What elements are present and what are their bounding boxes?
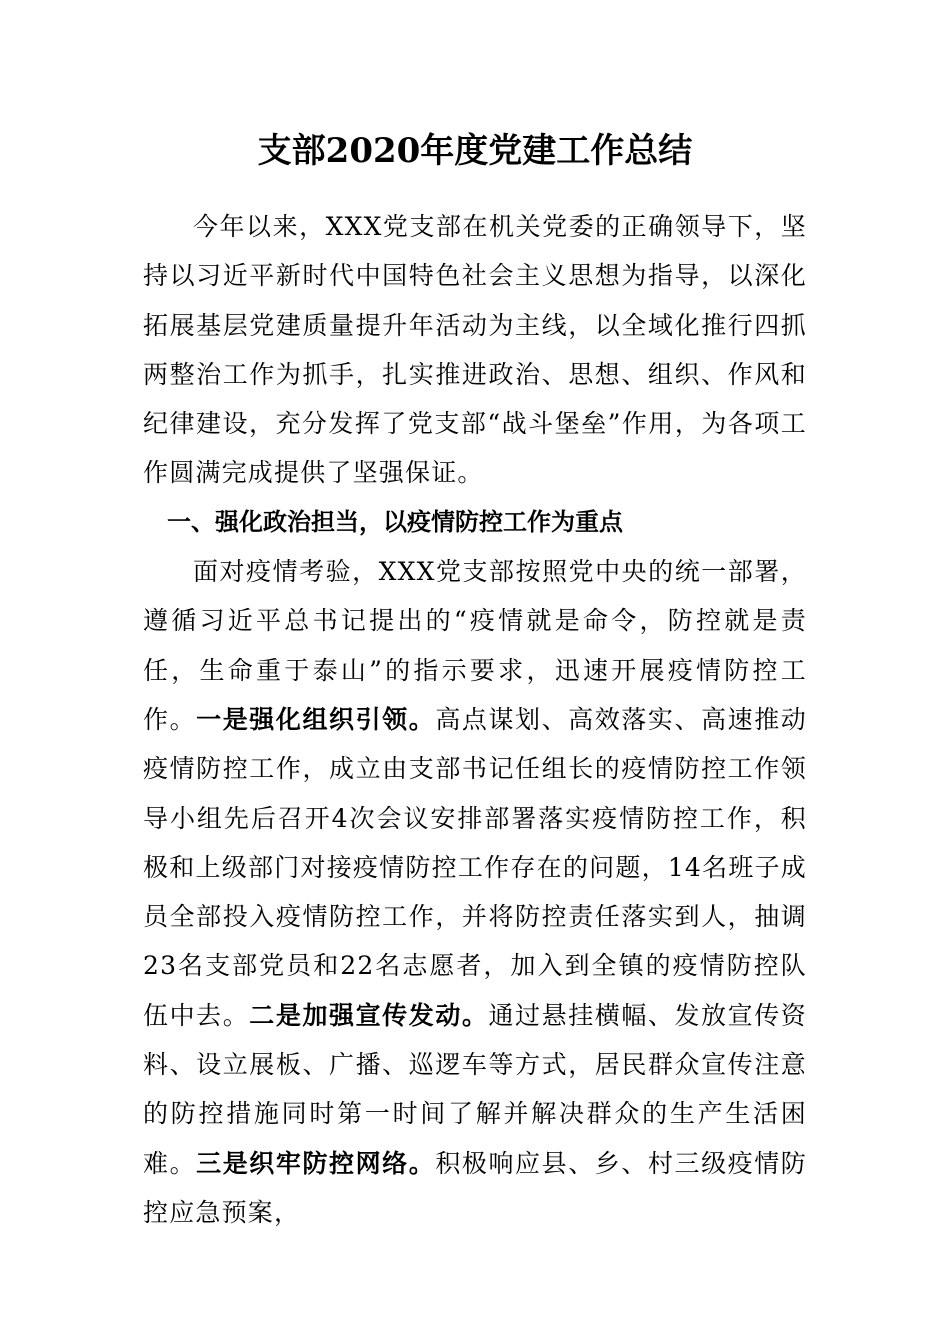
section-paragraph — [143, 547, 807, 1237]
section-heading: 一、强化政治担当，以疫情防控工作为重点 — [167, 507, 623, 536]
paragraph-lead-text: 面对疫情考验，XXX党支部按照党中央的统一部署，遵循习近平总书记提出的“疫情就是命令，防控就是责任，生命重于泰山”的指示要求，迅速开展疫情防控工作。 — [143, 557, 807, 734]
emphasis-point-3: 三是织牢防控网络。 — [196, 1148, 436, 1178]
document-body — [143, 202, 807, 1237]
point-2-text: 通过悬挂横幅、发放宣传资料、设立展板、广播、巡逻车等方式，居民群众宣传注意的防控措施同时第一时间了解并解决群众的生产生活困难。 — [143, 1000, 807, 1178]
document-title: 支部2020年度党建工作总结 — [257, 131, 693, 171]
point-1-text: 高点谋划、高效落实、高速推动疫情防控工作，成立由支部书记任组长的疫情防控工作领导小组先后召开4次会议安排部署落实疫情防控工作，积极和上级部门对接疫情防控工作存在的问题，14名班子成员全部投入疫情防控工作，并将防控责任落实到人，抽调23名支部党员和22名志愿者，加入到全镇的疫情防控队伍中去。 — [143, 704, 807, 1030]
emphasis-point-2: 二是加强宣传发动。 — [249, 1000, 489, 1030]
point-3-text: 积极响应县、乡、村三级疫情防控应急预案， — [143, 1148, 807, 1227]
emphasis-point-1: 一是强化组织引领。 — [196, 704, 436, 734]
intro-paragraph: 今年以来，XXX党支部在机关党委的正确领导下，坚持以习近平新时代中国特色社会主义思想为指导，以深化拓展基层党建质量提升年活动为主线，以全域化推行四抓两整治工作为抓手，扎实推进政治、思想、组织、作风和纪律建设，充分发挥了党支部“战斗堡垒”作用，为各项工作圆满完成提供了坚强保证。 — [143, 212, 807, 488]
